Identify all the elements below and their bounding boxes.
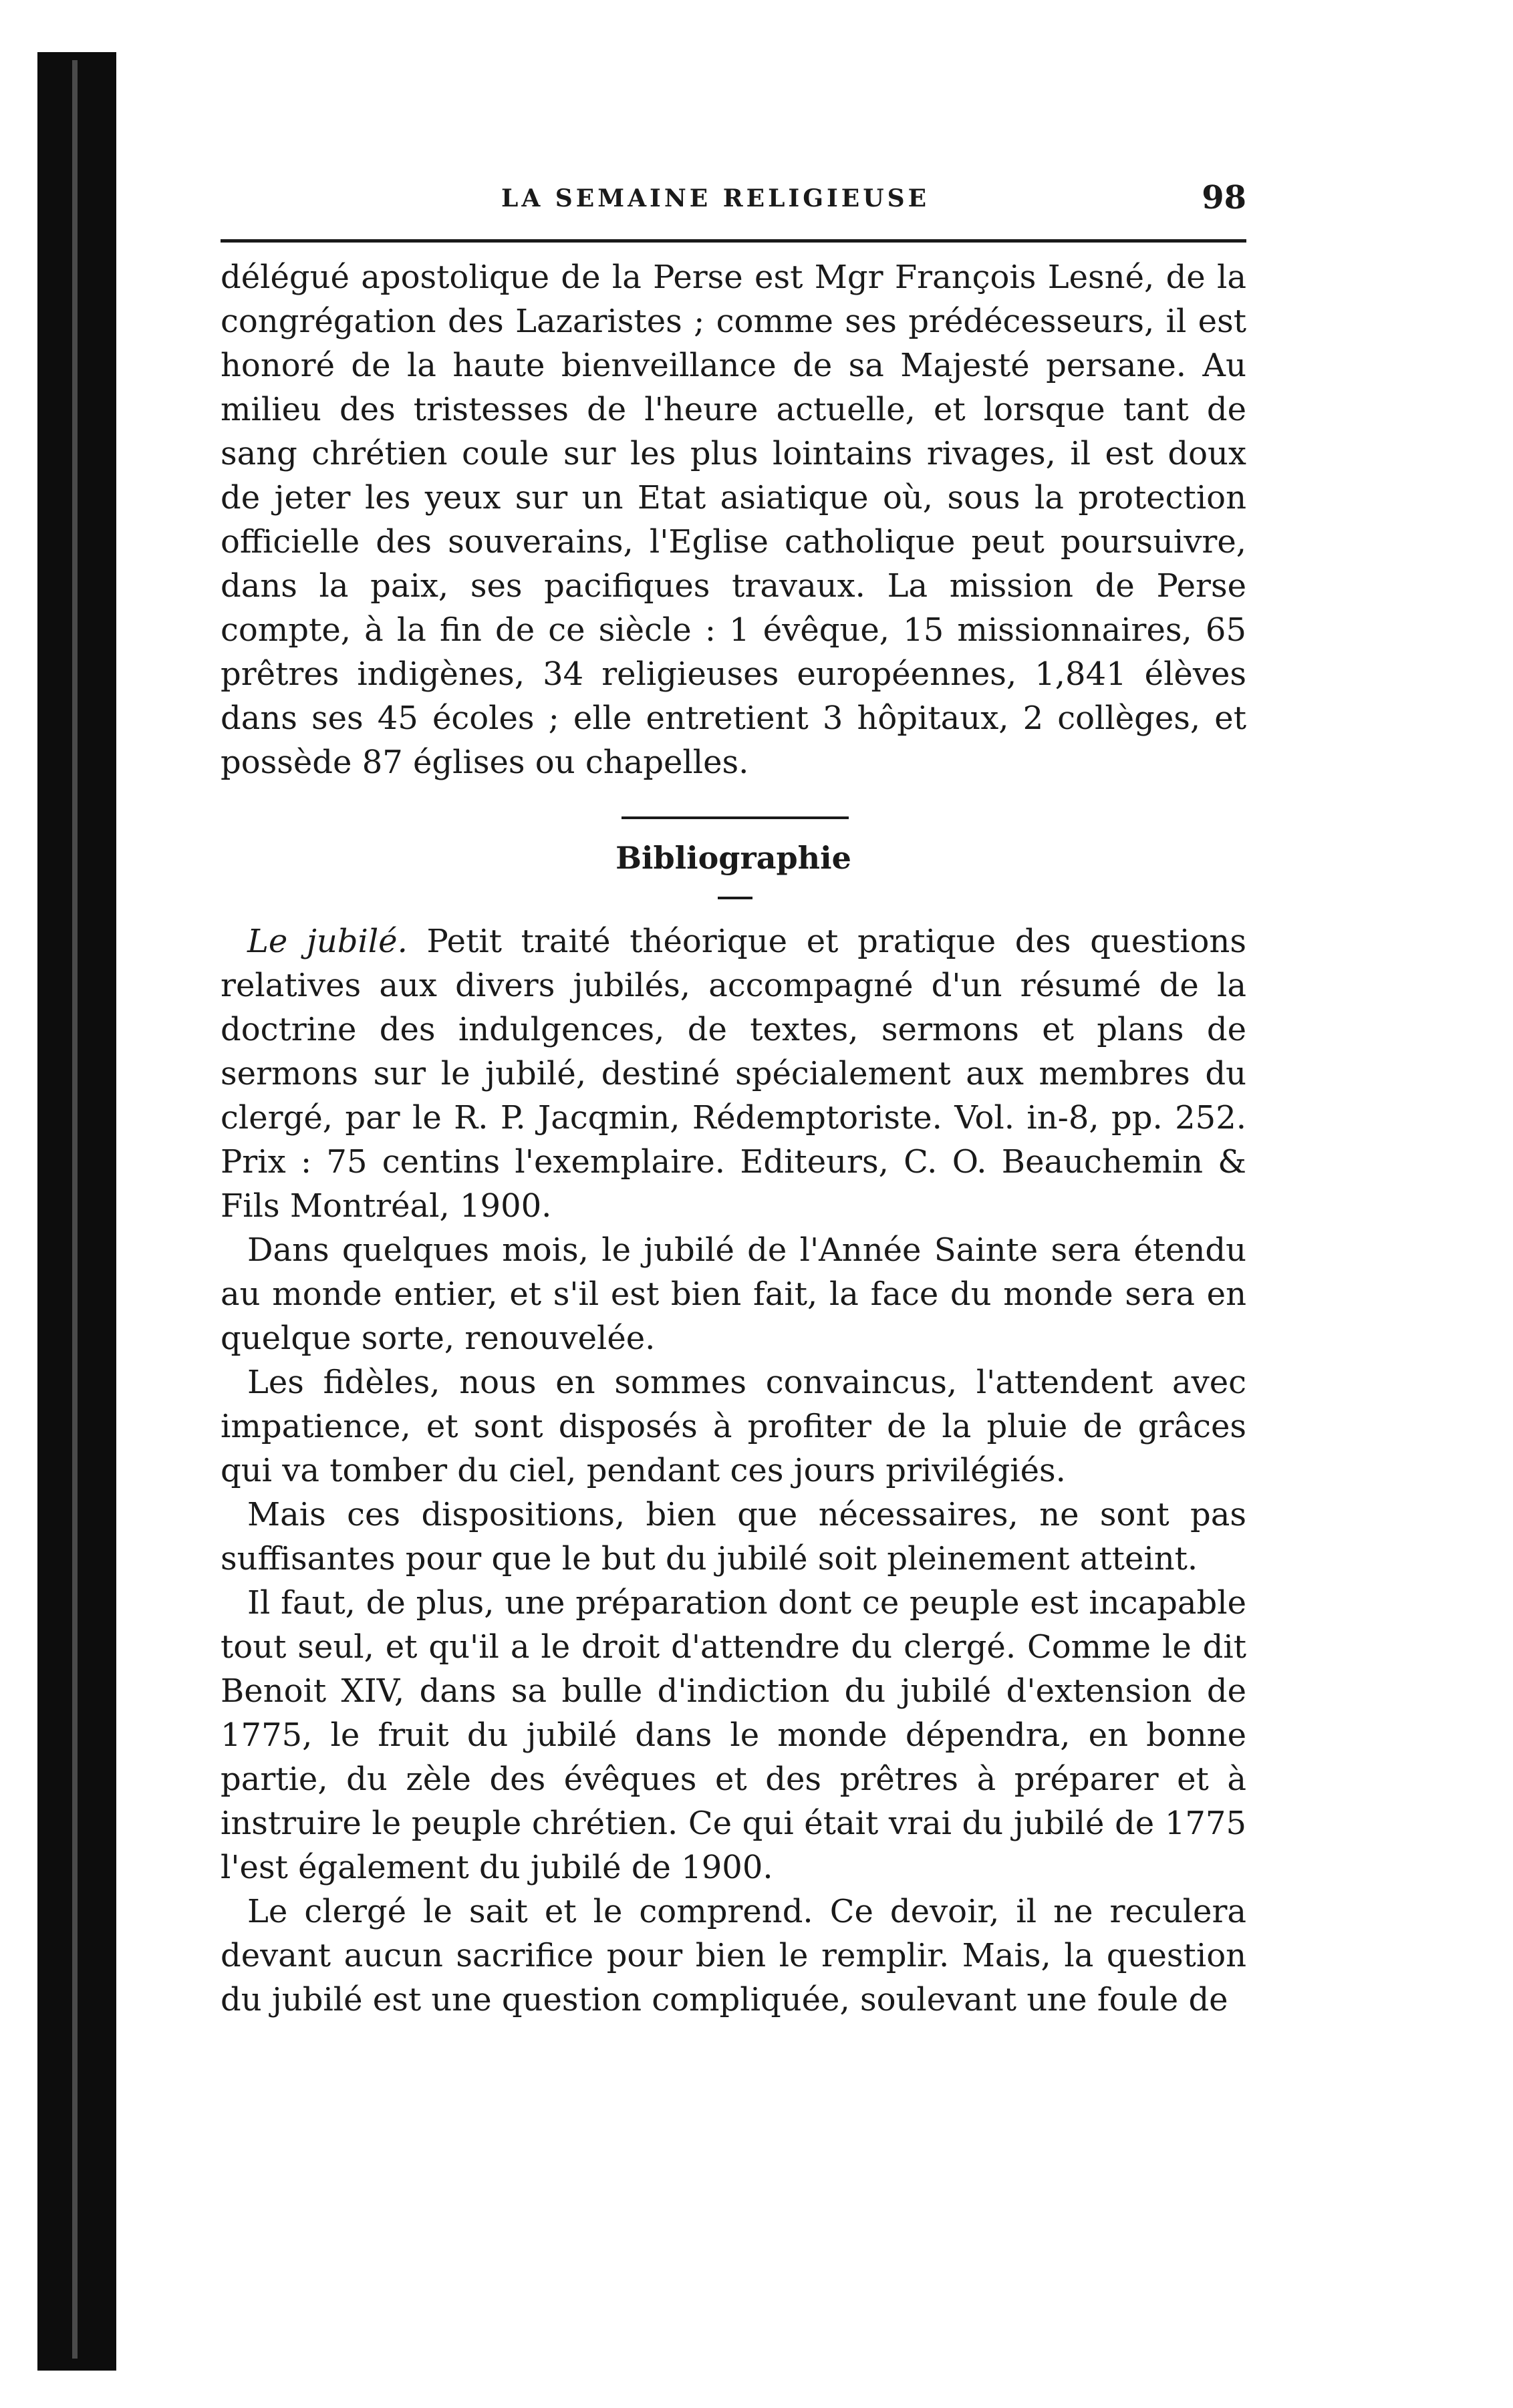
- text-block: [221, 255, 1246, 2022]
- header-rule: [221, 239, 1246, 243]
- running-title: LA SEMAINE RELIGIEUSE: [501, 184, 930, 212]
- review-intro-text: Petit traité théorique et pratique des questions relatives aux divers jubilés, accompagné d'un résumé de la doctrine des indulgences, de textes, sermons et plans de sermons sur le jubilé, destiné spécialement aux membres du clergé, par le R. P. Jacqmin, Rédemptoriste. Vol. in-8, pp. 252. Prix : 75 centins l'exemplaire. Editeurs, C. O. Beauchemin & Fils Montréal, 1900.: [221, 923, 1246, 1225]
- work-title: Le jubilé.: [247, 923, 408, 960]
- review-intro-paragraph: [221, 919, 1246, 1228]
- review-paragraph-3: Les fidèles, nous en sommes convaincus, l'attendent avec impatience, et sont disposés à profiter de la pluie de grâces qui va tomber du ciel, pendant ces jours privilégiés.: [221, 1364, 1246, 1489]
- section-divider: [622, 816, 849, 819]
- review-paragraph-6: Le clergé le sait et le comprend. Ce devoir, il ne reculera devant aucun sacrifice pour bien le remplir. Mais, la question du jubilé est une question compliquée, soulevant une foule de: [221, 1893, 1246, 2018]
- running-head: [221, 179, 1246, 219]
- page-number: 98: [1202, 179, 1246, 216]
- title-dash: [718, 897, 752, 899]
- paragraph-continued: délégué apostolique de la Perse est Mgr François Lesné, de la congrégation des Lazaristes ; comme ses prédécesseurs, il est honoré de la haute bienveillance de sa Majesté persane. Au milieu des tristesses de l'heure actuelle, et lorsque tant de sang chrétien coule sur les plus lointains rivages, il est doux de jeter les yeux sur un Etat asiatique où, sous la protection officielle des souverains, l'Eglise catholique peut poursuivre, dans la paix, ses pacifiques travaux. La mission de Perse compte, à la fin de ce siècle : 1 évêque, 15 missionnaires, 65 prêtres indigènes, 34 religieuses européennes, 1,841 élèves dans ses 45 écoles ; elle entretient 3 hôpitaux, 2 collèges, et possède 87 églises ou chapelles.: [221, 259, 1246, 781]
- review-paragraph-5: Il faut, de plus, une préparation dont ce peuple est incapable tout seul, et qu'il a le droit d'attendre du clergé. Comme le dit Benoit XIV, dans sa bulle d'indiction du jubilé d'extension de 1775, le fruit du jubilé dans le monde dépendra, en bonne partie, du zèle des évêques et des prêtres à préparer et à instruire le peuple chrétien. Ce qui était vrai du jubilé de 1775 l'est également du jubilé de 1900.: [221, 1584, 1246, 1886]
- section-title: Bibliographie: [615, 840, 851, 876]
- review-paragraph-4: Mais ces dispositions, bien que nécessaires, ne sont pas suffisantes pour que le but du jubilé soit pleinement atteint.: [221, 1496, 1246, 1577]
- binding-gap: [72, 60, 78, 2359]
- review-paragraph-2: Dans quelques mois, le jubilé de l'Année Sainte sera étendu au monde entier, et s'il est bien fait, la face du monde sera en quelque sorte, renouvelée.: [221, 1231, 1246, 1357]
